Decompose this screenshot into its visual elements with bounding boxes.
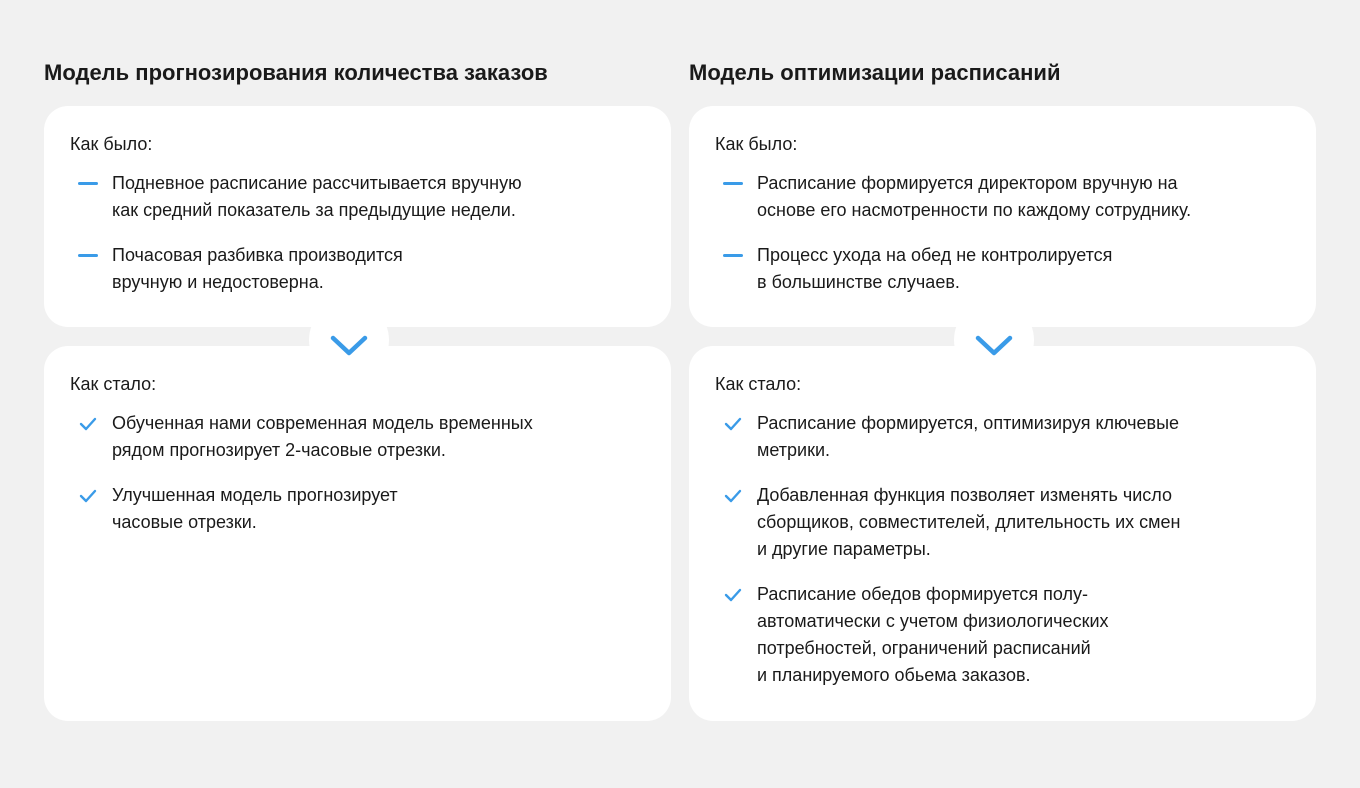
item-text: Расписание формируется, оптимизируя ключевые метрики.	[757, 413, 1180, 460]
chevron-down-icon	[329, 333, 369, 364]
section-title: Модель прогнозирования количества заказов	[44, 60, 548, 85]
list-item	[70, 242, 645, 296]
list-item	[715, 242, 1290, 296]
list-item	[70, 410, 645, 464]
after-label: Как стало:	[70, 374, 157, 394]
after-label: Как стало:	[715, 374, 802, 394]
item-text: Добавленная функция позволяет изменять число сборщиков, совместителей, длительность их смен и другие параметры.	[757, 485, 1181, 559]
before-label: Как было:	[70, 134, 153, 154]
before-label: Как было:	[715, 134, 798, 154]
checkmark-icon	[78, 410, 98, 437]
after-card	[689, 346, 1316, 721]
item-text: Подневное расписание рассчитывается вручную как средний показатель за предыдущие недели.	[112, 173, 522, 220]
dash-icon	[723, 242, 743, 269]
dash-icon	[78, 242, 98, 269]
list-item	[715, 170, 1290, 224]
item-text: Расписание обедов формируется полу- автоматически с учетом физиологических потребностей, ограничений расписаний и планируемого обьема заказов.	[757, 584, 1109, 685]
list-item	[70, 170, 645, 224]
checkmark-icon	[723, 581, 743, 608]
dash-icon	[723, 170, 743, 197]
list-item	[715, 482, 1290, 563]
item-text: Обученная нами современная модель временных рядом прогнозирует 2-часовые отрезки.	[112, 413, 533, 460]
item-text: Процесс ухода на обед не контролируется в большинстве случаев.	[757, 245, 1113, 292]
before-card	[44, 106, 671, 327]
dash-icon	[78, 170, 98, 197]
item-text: Улучшенная модель прогнозирует часовые отрезки.	[112, 485, 398, 532]
list-item	[715, 581, 1290, 689]
section-title: Модель оптимизации расписаний	[689, 60, 1061, 85]
list-item	[715, 410, 1290, 464]
before-card	[689, 106, 1316, 327]
checkmark-icon	[723, 482, 743, 509]
checkmark-icon	[723, 410, 743, 437]
chevron-down-icon	[974, 333, 1014, 364]
item-text: Почасовая разбивка производится вручную и недостоверна.	[112, 245, 403, 292]
checkmark-icon	[78, 482, 98, 509]
item-text: Расписание формируется директором вручную на основе его насмотренности по каждому сотруднику.	[757, 173, 1192, 220]
after-card	[44, 346, 671, 721]
list-item	[70, 482, 645, 536]
